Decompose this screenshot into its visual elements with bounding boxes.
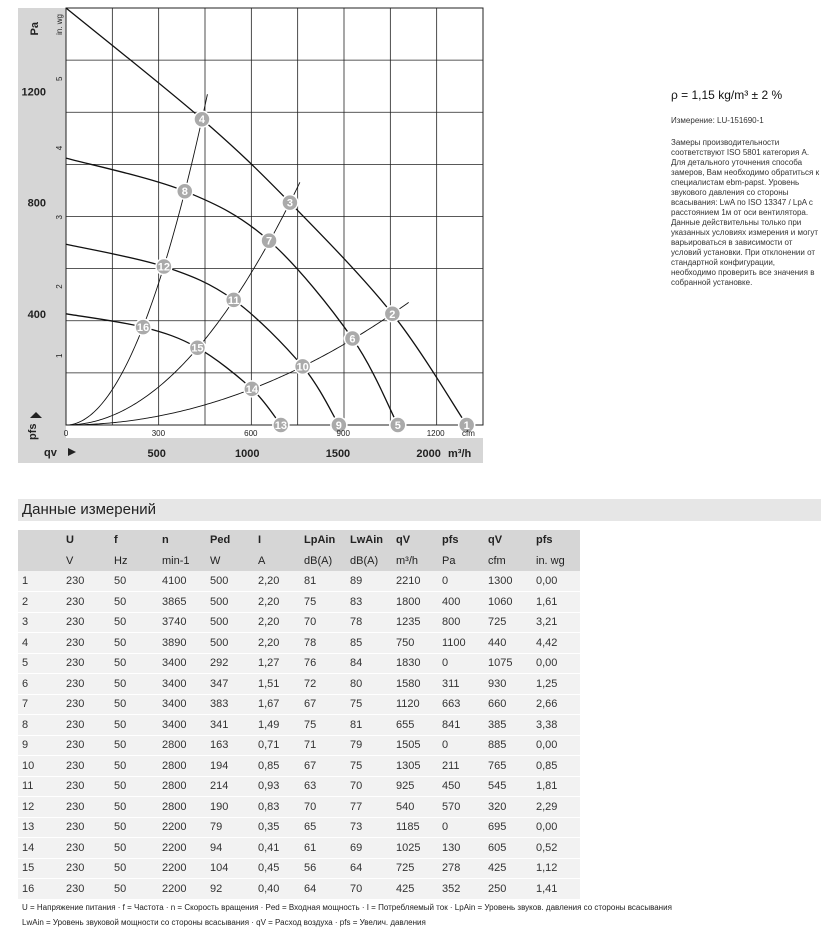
table-cell: 425 — [484, 858, 532, 879]
point-marker-12 — [156, 259, 172, 275]
column-unit: V — [62, 551, 110, 572]
x-m3h-tick: 500 — [147, 448, 166, 460]
table-cell: 1300 — [484, 571, 532, 592]
table-cell: 1060 — [484, 592, 532, 613]
table-cell: 2800 — [158, 797, 206, 818]
table-cell: 500 — [206, 633, 254, 654]
table-cell: 94 — [206, 838, 254, 859]
table-cell: 73 — [346, 817, 392, 838]
table-cell: 230 — [62, 633, 110, 654]
column-unit: dB(A) — [346, 551, 392, 572]
table-cell: 0,40 — [254, 879, 300, 900]
table-row — [18, 858, 580, 879]
table-cell: 1,67 — [254, 694, 300, 715]
table-cell: 230 — [62, 776, 110, 797]
marker-label: 12 — [157, 261, 171, 274]
table-cell: 2200 — [158, 838, 206, 859]
table-cell: 65 — [300, 817, 346, 838]
table-cell: 3890 — [158, 633, 206, 654]
table-cell: 2,20 — [254, 612, 300, 633]
table-cell: 5 — [18, 653, 62, 674]
table-cell: 14 — [18, 838, 62, 859]
point-marker-10 — [295, 358, 311, 374]
table-cell: 15 — [18, 858, 62, 879]
table-cell: 841 — [438, 715, 484, 736]
table-cell: 3400 — [158, 674, 206, 695]
table-cell: 63 — [300, 776, 346, 797]
table-cell: 70 — [346, 879, 392, 900]
table-cell: 67 — [300, 756, 346, 777]
column-header: f — [110, 530, 158, 551]
x-cfm-tick: 0 — [63, 429, 69, 438]
marker-label: 10 — [296, 361, 309, 374]
table-cell: 292 — [206, 653, 254, 674]
table-cell: 50 — [110, 612, 158, 633]
section-title: Данные измерений — [18, 499, 821, 521]
table-cell: 78 — [300, 633, 346, 654]
table-cell: 750 — [392, 633, 438, 654]
table-cell: 81 — [346, 715, 392, 736]
table-cell: 78 — [346, 612, 392, 633]
table-cell: 1120 — [392, 694, 438, 715]
x-m3h-tick: 1500 — [325, 448, 351, 460]
table-cell: 440 — [484, 633, 532, 654]
column-header: pfs — [532, 530, 580, 551]
table-cell: 64 — [300, 879, 346, 900]
table-cell: 84 — [346, 653, 392, 674]
table-cell: 230 — [62, 653, 110, 674]
table-cell: 425 — [392, 879, 438, 900]
y-pa-tick: 400 — [27, 308, 46, 321]
table-cell: 278 — [438, 858, 484, 879]
table-cell: 0,00 — [532, 653, 580, 674]
table-cell: 1830 — [392, 653, 438, 674]
qv-axis-label: qv — [44, 447, 57, 459]
x-cfm-tick: 600 — [244, 429, 258, 438]
table-cell: 2 — [18, 592, 62, 613]
table-cell: 75 — [300, 715, 346, 736]
marker-label: 16 — [136, 322, 150, 335]
column-unit: in. wg — [532, 551, 580, 572]
y-pa-tick: 800 — [27, 197, 46, 210]
table-cell: 50 — [110, 838, 158, 859]
table-cell: 50 — [110, 694, 158, 715]
legend-line-2: LwAin = Уровень звуковой мощности со стороны всасывания · qV = Расход воздуха · pfs = Увелич. давления — [22, 918, 426, 927]
x-m3h-tick: 1000 — [235, 448, 260, 460]
table-cell: 230 — [62, 674, 110, 695]
table-cell: 16 — [18, 879, 62, 900]
table-cell: 341 — [206, 715, 254, 736]
table-cell: 765 — [484, 756, 532, 777]
table-cell: 3,38 — [532, 715, 580, 736]
table-cell: 500 — [206, 612, 254, 633]
table-cell: 75 — [346, 694, 392, 715]
table-cell: 70 — [300, 612, 346, 633]
table-row — [18, 735, 580, 756]
table-cell: 320 — [484, 797, 532, 818]
table-cell: 885 — [484, 735, 532, 756]
table-row — [18, 571, 580, 592]
table-cell: 663 — [438, 694, 484, 715]
table-cell: 12 — [18, 797, 62, 818]
table-cell: 0,00 — [532, 735, 580, 756]
column-unit: Hz — [110, 551, 158, 572]
table-cell: 79 — [346, 735, 392, 756]
table-row — [18, 674, 580, 695]
column-unit: m³/h — [392, 551, 438, 572]
column-header: pfs — [438, 530, 484, 551]
table-cell: 77 — [346, 797, 392, 818]
table-cell: 695 — [484, 817, 532, 838]
y-inwg-tick: 3 — [55, 215, 64, 220]
table-row — [18, 612, 580, 633]
table-cell: 725 — [484, 612, 532, 633]
table-cell: 0,85 — [532, 756, 580, 777]
table-cell: 190 — [206, 797, 254, 818]
marker-label: 4 — [198, 114, 206, 127]
table-cell: 3400 — [158, 715, 206, 736]
column-unit: cfm — [484, 551, 532, 572]
table-cell: 500 — [206, 571, 254, 592]
table-row — [18, 776, 580, 797]
table-cell: 50 — [110, 879, 158, 900]
y-unit-inwg: in. wg — [55, 14, 64, 35]
x-cfm-tick: 1200 — [426, 429, 445, 438]
table-cell: 64 — [346, 858, 392, 879]
table-cell: 3400 — [158, 653, 206, 674]
table-cell: 230 — [62, 715, 110, 736]
table-cell: 50 — [110, 735, 158, 756]
table-row — [18, 756, 580, 777]
table-cell: 0,45 — [254, 858, 300, 879]
chart-frame-left — [18, 8, 66, 463]
table-cell: 3400 — [158, 694, 206, 715]
table-cell: 1,61 — [532, 592, 580, 613]
table-cell: 1185 — [392, 817, 438, 838]
table-cell: 1580 — [392, 674, 438, 695]
point-marker-4 — [194, 111, 210, 127]
point-marker-2 — [384, 306, 400, 322]
point-marker-8 — [177, 183, 193, 199]
x-m3h-tick: 2000 — [416, 448, 441, 460]
table-cell: 130 — [438, 838, 484, 859]
table-cell: 725 — [392, 858, 438, 879]
y-inwg-tick: 1 — [55, 353, 64, 358]
table-cell: 655 — [392, 715, 438, 736]
marker-label: 1 — [463, 420, 470, 432]
table-cell: 1,12 — [532, 858, 580, 879]
y-inwg-tick: 2 — [55, 284, 64, 289]
table-cell: 400 — [438, 592, 484, 613]
column-unit: W — [206, 551, 254, 572]
table-cell: 211 — [438, 756, 484, 777]
table-row — [18, 694, 580, 715]
table-cell: 2,29 — [532, 797, 580, 818]
table-cell: 10 — [18, 756, 62, 777]
air-density: ρ = 1,15 kg/m³ ± 2 % — [671, 88, 783, 102]
table-cell: 1,49 — [254, 715, 300, 736]
x-cfm-tick: 900 — [336, 429, 350, 438]
point-marker-11 — [226, 292, 242, 308]
table-cell: 230 — [62, 612, 110, 633]
table-cell: 1,27 — [254, 653, 300, 674]
table-cell: 1235 — [392, 612, 438, 633]
table-cell: 4100 — [158, 571, 206, 592]
table-cell: 69 — [346, 838, 392, 859]
column-header: LpAin — [300, 530, 346, 551]
table-cell: 1,41 — [532, 879, 580, 900]
table-cell: 50 — [110, 571, 158, 592]
point-marker-14 — [244, 381, 260, 397]
table-cell: 0 — [438, 653, 484, 674]
table-cell: 311 — [438, 674, 484, 695]
table-cell: 50 — [110, 776, 158, 797]
table-cell: 3 — [18, 612, 62, 633]
table-cell: 2,20 — [254, 592, 300, 613]
table-row — [18, 817, 580, 838]
column-header: U — [62, 530, 110, 551]
table-cell: 2200 — [158, 879, 206, 900]
table-cell: 72 — [300, 674, 346, 695]
table-cell: 75 — [346, 756, 392, 777]
point-marker-6 — [344, 331, 360, 347]
table-cell: 13 — [18, 817, 62, 838]
table-cell: 70 — [300, 797, 346, 818]
x-m3h-unit: m³/h — [448, 448, 472, 460]
table-row — [18, 715, 580, 736]
table-cell: 1075 — [484, 653, 532, 674]
table-cell: 8 — [18, 715, 62, 736]
table-cell: 3865 — [158, 592, 206, 613]
header-cell — [18, 530, 62, 551]
point-marker-15 — [189, 340, 205, 356]
table-cell: 230 — [62, 858, 110, 879]
column-header: qV — [484, 530, 532, 551]
table-cell: 230 — [62, 797, 110, 818]
table-cell: 50 — [110, 674, 158, 695]
table-cell: 2210 — [392, 571, 438, 592]
table-cell: 75 — [300, 592, 346, 613]
unit-cell — [18, 551, 62, 572]
table-cell: 3740 — [158, 612, 206, 633]
table-cell: 76 — [300, 653, 346, 674]
y-inwg-tick: 5 — [55, 76, 64, 81]
table-cell: 347 — [206, 674, 254, 695]
marker-label: 7 — [265, 235, 273, 248]
table-cell: 660 — [484, 694, 532, 715]
table-cell: 2,20 — [254, 571, 300, 592]
table-row — [18, 797, 580, 818]
marker-label: 9 — [335, 420, 342, 432]
table-cell: 605 — [484, 838, 532, 859]
marker-label: 3 — [286, 197, 293, 210]
table-cell: 1100 — [438, 633, 484, 654]
table-cell: 0,35 — [254, 817, 300, 838]
table-cell: 230 — [62, 592, 110, 613]
table-cell: 2200 — [158, 858, 206, 879]
table-cell: 56 — [300, 858, 346, 879]
table-unit-row — [18, 551, 580, 572]
marker-label: 11 — [227, 294, 240, 307]
table-cell: 61 — [300, 838, 346, 859]
table-cell: 104 — [206, 858, 254, 879]
table-cell: 0 — [438, 571, 484, 592]
table-cell: 1 — [18, 571, 62, 592]
table-cell: 50 — [110, 633, 158, 654]
table-cell: 2,20 — [254, 633, 300, 654]
table-cell: 50 — [110, 858, 158, 879]
table-row — [18, 879, 580, 900]
table-header-row — [18, 530, 580, 551]
table-cell: 230 — [62, 694, 110, 715]
point-marker-7 — [261, 233, 277, 249]
marker-label: 15 — [191, 342, 204, 355]
pfs-axis-label: pfs — [27, 423, 39, 440]
table-cell: 1,25 — [532, 674, 580, 695]
table-cell: 4,42 — [532, 633, 580, 654]
column-header: I — [254, 530, 300, 551]
column-header: n — [158, 530, 206, 551]
table-cell: 89 — [346, 571, 392, 592]
table-cell: 92 — [206, 879, 254, 900]
table-cell: 230 — [62, 817, 110, 838]
table-cell: 2800 — [158, 776, 206, 797]
table-cell: 0,41 — [254, 838, 300, 859]
table-cell: 1,81 — [532, 776, 580, 797]
table-cell: 50 — [110, 653, 158, 674]
point-marker-3 — [282, 195, 298, 211]
table-cell: 2200 — [158, 817, 206, 838]
x-cfm-unit: cfm — [462, 429, 475, 438]
table-cell: 0,00 — [532, 817, 580, 838]
table-row — [18, 592, 580, 613]
table-cell: 540 — [392, 797, 438, 818]
column-unit: dB(A) — [300, 551, 346, 572]
table-cell: 83 — [346, 592, 392, 613]
table-cell: 385 — [484, 715, 532, 736]
legend-line-1: U = Напряжение питания · f = Частота · n = Скорость вращения · Ped = Входная мощность · I = Потребляемый ток · LpAin = Уровень звуков. давления со стороны всасывания — [22, 903, 672, 912]
table-cell: 230 — [62, 571, 110, 592]
table-cell: 0 — [438, 735, 484, 756]
table-cell: 50 — [110, 797, 158, 818]
y-inwg-tick: 4 — [55, 145, 64, 151]
table-cell: 1800 — [392, 592, 438, 613]
table-cell: 194 — [206, 756, 254, 777]
table-row — [18, 653, 580, 674]
table-cell: 352 — [438, 879, 484, 900]
table-cell: 930 — [484, 674, 532, 695]
table-cell: 11 — [18, 776, 62, 797]
table-cell: 50 — [110, 715, 158, 736]
table-cell: 250 — [484, 879, 532, 900]
table-row — [18, 838, 580, 859]
y-pa-tick: 1200 — [21, 86, 46, 99]
table-cell: 9 — [18, 735, 62, 756]
table-cell: 230 — [62, 756, 110, 777]
table-cell: 79 — [206, 817, 254, 838]
table-cell: 71 — [300, 735, 346, 756]
column-unit: A — [254, 551, 300, 572]
table-cell: 80 — [346, 674, 392, 695]
measurement-info — [671, 88, 821, 288]
table-cell: 0,85 — [254, 756, 300, 777]
table-cell: 570 — [438, 797, 484, 818]
table-row — [18, 633, 580, 654]
table-cell: 1025 — [392, 838, 438, 859]
table-cell: 230 — [62, 735, 110, 756]
table-cell: 67 — [300, 694, 346, 715]
column-header: Ped — [206, 530, 254, 551]
point-marker-5 — [390, 417, 406, 433]
table-cell: 545 — [484, 776, 532, 797]
table-cell: 1505 — [392, 735, 438, 756]
x-cfm-tick: 300 — [151, 429, 166, 438]
table-cell: 230 — [62, 838, 110, 859]
table-cell: 2800 — [158, 756, 206, 777]
table-cell: 50 — [110, 756, 158, 777]
table-cell: 163 — [206, 735, 254, 756]
table-cell: 70 — [346, 776, 392, 797]
marker-label: 5 — [394, 420, 401, 432]
table-cell: 450 — [438, 776, 484, 797]
column-unit: min-1 — [158, 551, 206, 572]
table-cell: 50 — [110, 592, 158, 613]
table-cell: 3,21 — [532, 612, 580, 633]
marker-label: 6 — [349, 333, 356, 346]
table-cell: 7 — [18, 694, 62, 715]
info-paragraph: Замеры производительности соответствуют ISO 5801 категория А. Для детального уточнения способа замеров, Вам необходимо обратиться к специалистам ebm-papst. Уровень звукового давления со стороны всасывания: LwA по ISO 13347 / LpA с расстоянием 1м от оси вентилятора. Данные действительны только при указанных условиях измерения и могут варьироваться в зависимости от условий установки. При отклонении от стандартной конфигурации, необходимо проверить все значения в собранной установке. — [671, 138, 820, 287]
table-cell: 1305 — [392, 756, 438, 777]
y-unit-pa: Pa — [29, 22, 41, 36]
measurement-id: Измерение: LU-151690-1 — [671, 116, 764, 125]
column-header: LwAin — [346, 530, 392, 551]
table-cell: 0,00 — [532, 571, 580, 592]
table-cell: 0,93 — [254, 776, 300, 797]
marker-label: 14 — [245, 383, 258, 396]
table-cell: 0,52 — [532, 838, 580, 859]
marker-label: 2 — [389, 308, 396, 321]
table-cell: 0 — [438, 817, 484, 838]
table-cell: 2800 — [158, 735, 206, 756]
table-cell: 214 — [206, 776, 254, 797]
table-cell: 4 — [18, 633, 62, 654]
point-marker-16 — [135, 319, 151, 335]
table-cell: 1,51 — [254, 674, 300, 695]
table-cell: 6 — [18, 674, 62, 695]
table-cell: 383 — [206, 694, 254, 715]
table-cell: 0,83 — [254, 797, 300, 818]
table-cell: 230 — [62, 879, 110, 900]
point-marker-13 — [273, 417, 289, 433]
table-cell: 2,66 — [532, 694, 580, 715]
table-cell: 925 — [392, 776, 438, 797]
table-cell: 0,71 — [254, 735, 300, 756]
table-cell: 81 — [300, 571, 346, 592]
column-header: qV — [392, 530, 438, 551]
measurement-table — [18, 530, 580, 900]
marker-label: 13 — [274, 420, 287, 432]
table-cell: 50 — [110, 817, 158, 838]
table-cell: 500 — [206, 592, 254, 613]
column-unit: Pa — [438, 551, 484, 572]
table-cell: 800 — [438, 612, 484, 633]
marker-label: 8 — [181, 186, 188, 199]
table-cell: 85 — [346, 633, 392, 654]
